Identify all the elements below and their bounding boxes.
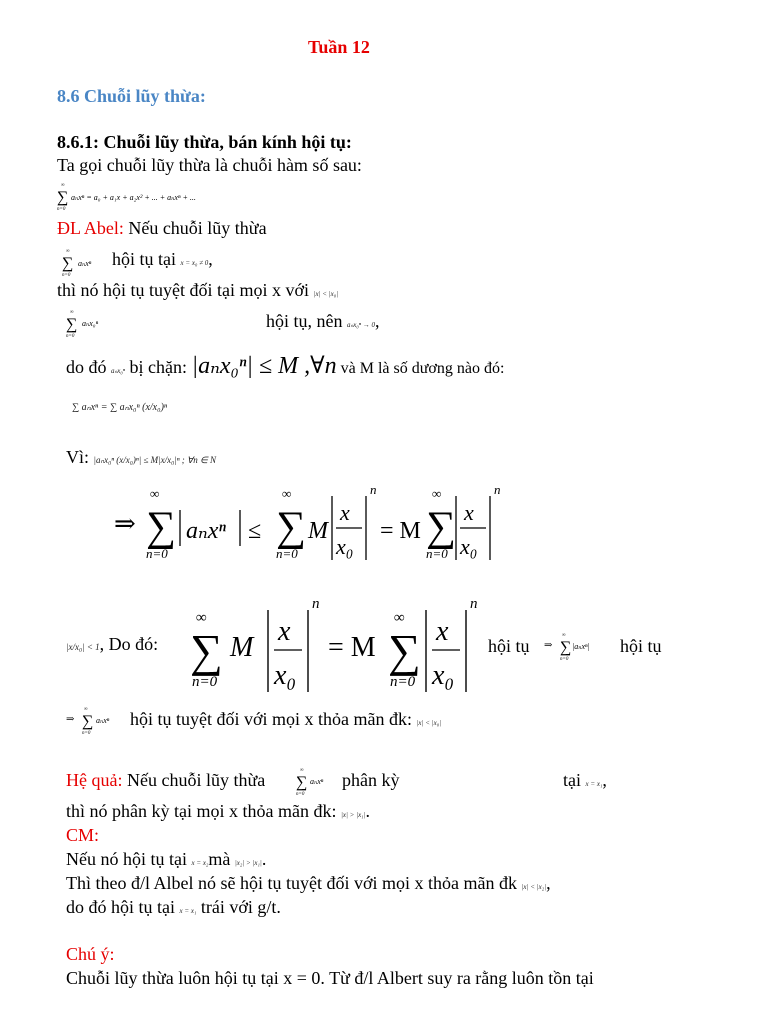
proof-l1-b: mà <box>208 849 231 869</box>
svg-text:x: x <box>340 500 350 525</box>
abel-text: Nếu chuỗi lũy thừa <box>123 218 267 238</box>
dodo-line <box>66 634 158 655</box>
series-definition-formula <box>55 178 295 212</box>
bounded-mid: bị chặn: <box>125 357 188 377</box>
svg-text:∑: ∑ <box>66 316 78 333</box>
svg-text:x: x <box>464 500 474 525</box>
svg-text:∞: ∞ <box>394 610 405 626</box>
svg-text:⇒: ⇒ <box>66 714 75 725</box>
svg-text:x₀: x₀ <box>336 534 354 559</box>
page-title: Tuần 12 <box>308 37 370 57</box>
svg-text:∑: ∑ <box>560 639 572 656</box>
corollary-line2-text: thì nó phân kỳ tại mọi x thỏa mãn đk: <box>66 801 337 821</box>
proof-l3-b: trái với g/t. <box>196 897 281 917</box>
corollary-line <box>66 770 265 791</box>
abel-converge-text: hội tụ tại <box>112 249 176 269</box>
svg-text:∑: ∑ <box>190 625 223 676</box>
svg-text:aₙx₀ⁿ: aₙx₀ⁿ <box>82 319 99 328</box>
svg-text:∑: ∑ <box>426 504 456 550</box>
conclusion-cond: |x| < |x₀| <box>416 719 442 727</box>
svg-text:x₀: x₀ <box>432 660 455 691</box>
svg-text:n=0: n=0 <box>57 207 66 212</box>
svg-text:∞: ∞ <box>282 486 292 501</box>
corollary-label: Hệ quả: <box>66 770 123 790</box>
svg-text:aₙxⁿ: aₙxⁿ <box>78 259 92 268</box>
proof-line1: Nếu nó hội tụ tại x = x₂mà |x₂| > |x₁|. <box>66 849 267 869</box>
svg-text:⇒: ⇒ <box>114 509 136 538</box>
dodo-formula <box>188 596 484 696</box>
implication-formula <box>110 480 510 570</box>
svg-text:∞: ∞ <box>61 183 65 188</box>
abel-bounded-line <box>66 353 504 381</box>
subsection-heading: 8.6.1: Chuỗi lũy thừa, bán kính hội tụ: <box>57 132 352 152</box>
svg-text:∞: ∞ <box>196 610 207 626</box>
svg-text:n=0: n=0 <box>426 546 448 561</box>
vi-formula: |aₙx₀ⁿ (x/x₀)ⁿ| ≤ M|x/x₀|ⁿ ; ∀n ∈ N <box>93 455 217 465</box>
proof-line2: Thì theo đ/l Albel nó sẽ hội tụ tuyệt đối với mọi x thỏa mãn đk |x| < |x₂|, <box>66 873 551 893</box>
abel-sum-x0-formula <box>64 305 144 339</box>
svg-text:n=0: n=0 <box>62 273 71 278</box>
abel-label: ĐL Abel: <box>57 218 124 238</box>
svg-text:n: n <box>494 482 501 497</box>
svg-text:∑: ∑ <box>388 625 421 676</box>
svg-text:x₀: x₀ <box>274 660 297 691</box>
svg-text:∞: ∞ <box>432 486 442 501</box>
section-heading: 8.6 Chuỗi lũy thừa: <box>57 86 206 106</box>
corollary-text: Nếu chuỗi lũy thừa <box>122 770 266 790</box>
svg-text:∑: ∑ <box>62 255 74 272</box>
svg-text:|aₙxⁿ|: |aₙxⁿ| <box>572 642 590 651</box>
svg-text:n=0: n=0 <box>146 546 168 561</box>
ratio-small: |x/x₀| < 1 <box>66 642 100 652</box>
corollary-diverge: phân kỳ <box>342 770 400 790</box>
svg-text:n=0: n=0 <box>560 657 569 662</box>
svg-text:∞: ∞ <box>150 486 160 501</box>
svg-text:n=0: n=0 <box>276 546 298 561</box>
proof-l1-a: Nếu nó hội tụ tại <box>66 849 187 869</box>
svg-text:x: x <box>278 616 291 647</box>
svg-text:n=0: n=0 <box>296 792 305 797</box>
note-text: Chuỗi lũy thừa luôn hội tụ tại x = 0. Từ đ/l Albert suy ra rằng luôn tồn tại <box>66 968 594 988</box>
svg-text:n: n <box>370 482 377 497</box>
svg-text:n=0: n=0 <box>390 674 416 690</box>
svg-text:∞: ∞ <box>70 310 74 315</box>
svg-text:= M: = M <box>380 518 421 544</box>
vi-label: Vì: <box>66 447 90 467</box>
conclusion-formula <box>64 702 134 738</box>
bounded-small: aₙx₀ⁿ <box>111 367 126 375</box>
abel-sum-formula <box>60 244 112 278</box>
intro-text: Ta gọi chuỗi lũy thừa là chuỗi hàm số sau: <box>57 155 362 175</box>
corollary-line2: thì nó phân kỳ tại mọi x thỏa mãn đk: |x| > |x₁|. <box>66 801 371 821</box>
proof-line3 <box>66 897 281 918</box>
proof-l3-a: do đó hội tụ tại <box>66 897 175 917</box>
conclusion-line <box>130 709 441 730</box>
abel-limit-line: hội tụ, nên aₙx₀ⁿ → 0, <box>266 311 380 331</box>
proof-l2-f: |x| < |x₂| <box>521 883 547 891</box>
corollary-at: tại x = x₁, <box>563 770 607 790</box>
proof-l3-f: x = x₁ <box>179 907 197 915</box>
abel-limit-text: hội tụ, nên <box>266 311 343 331</box>
svg-text:∞: ∞ <box>300 768 304 773</box>
bounded-post: và M là số dương nào đó: <box>336 360 505 377</box>
proof-label: CM: <box>66 825 100 845</box>
abel-limit-formula: aₙx₀ⁿ → 0 <box>347 321 376 329</box>
svg-text:∑: ∑ <box>57 189 69 206</box>
svg-text:x: x <box>436 616 449 647</box>
svg-text:∑: ∑ <box>296 774 308 791</box>
proof-l1-f1: x = x₂ <box>191 859 209 867</box>
svg-text:n=0: n=0 <box>82 731 91 736</box>
svg-text:n: n <box>312 596 320 612</box>
svg-text:x₀: x₀ <box>460 534 478 559</box>
svg-text:aₙxⁿ: aₙxⁿ <box>96 716 110 725</box>
svg-text:n: n <box>470 596 478 612</box>
svg-text:= M: = M <box>328 632 376 663</box>
svg-text:aₙxⁿ: aₙxⁿ <box>186 518 226 544</box>
svg-text:∞: ∞ <box>66 249 70 254</box>
abel-abs-cond: |x| < |x₀| <box>313 290 339 298</box>
svg-text:∑: ∑ <box>146 504 176 550</box>
corollary-at-formula: x = x₁ <box>585 780 603 788</box>
hoi-tu-1: hội tụ <box>488 636 530 656</box>
dodo-text: , Do đó: <box>99 634 159 654</box>
vi-line <box>66 447 216 468</box>
bounded-formula: |aₙx₀ⁿ| ≤ M ,∀n <box>191 353 337 379</box>
note-label: Chú ý: <box>66 944 115 964</box>
svg-text:M: M <box>230 632 254 663</box>
svg-text:⇒: ⇒ <box>544 640 553 651</box>
svg-text:n=0: n=0 <box>66 334 75 339</box>
svg-text:≤: ≤ <box>248 518 262 544</box>
abel-converge-line: hội tụ tại x = x₀ ≠ 0, <box>112 249 213 269</box>
svg-text:∑: ∑ <box>276 504 306 550</box>
abel-line <box>57 218 267 239</box>
svg-text:n=0: n=0 <box>192 674 218 690</box>
abel-abs-text: thì nó hội tụ tuyệt đối tại mọi x với <box>57 280 310 300</box>
svg-text:aₙxⁿ = a₀ + a₁x + a₂x² + ... +: aₙxⁿ = a₀ + a₁x + a₂x² + ... + aₙxⁿ + ... <box>71 193 196 202</box>
svg-text:aₙxⁿ: aₙxⁿ <box>310 777 324 786</box>
svg-text:∑: ∑ <box>82 713 94 730</box>
svg-text:∞: ∞ <box>562 633 566 638</box>
abel-point-formula: x = x₀ ≠ 0 <box>180 259 209 267</box>
rewrite-formula: ∑ aₙxⁿ = ∑ aₙx₀ⁿ (x/x₀)ⁿ <box>72 402 168 413</box>
abs-series-formula <box>542 628 620 664</box>
bounded-pre: do đó <box>66 357 107 377</box>
svg-text:∞: ∞ <box>84 707 88 712</box>
conclusion-text: hội tụ tuyệt đối với mọi x thỏa mãn đk: <box>130 709 412 729</box>
proof-l2: Thì theo đ/l Albel nó sẽ hội tụ tuyệt đối với mọi x thỏa mãn đk <box>66 873 517 893</box>
corollary-at-text: tại <box>563 770 581 790</box>
proof-l1-f2: |x₂| > |x₁| <box>234 859 262 867</box>
hoi-tu-2: hội tụ <box>620 636 662 656</box>
corollary-line2-cond: |x| > |x₁| <box>340 811 366 819</box>
svg-text:M: M <box>308 518 328 544</box>
abel-abs-line <box>57 280 338 301</box>
